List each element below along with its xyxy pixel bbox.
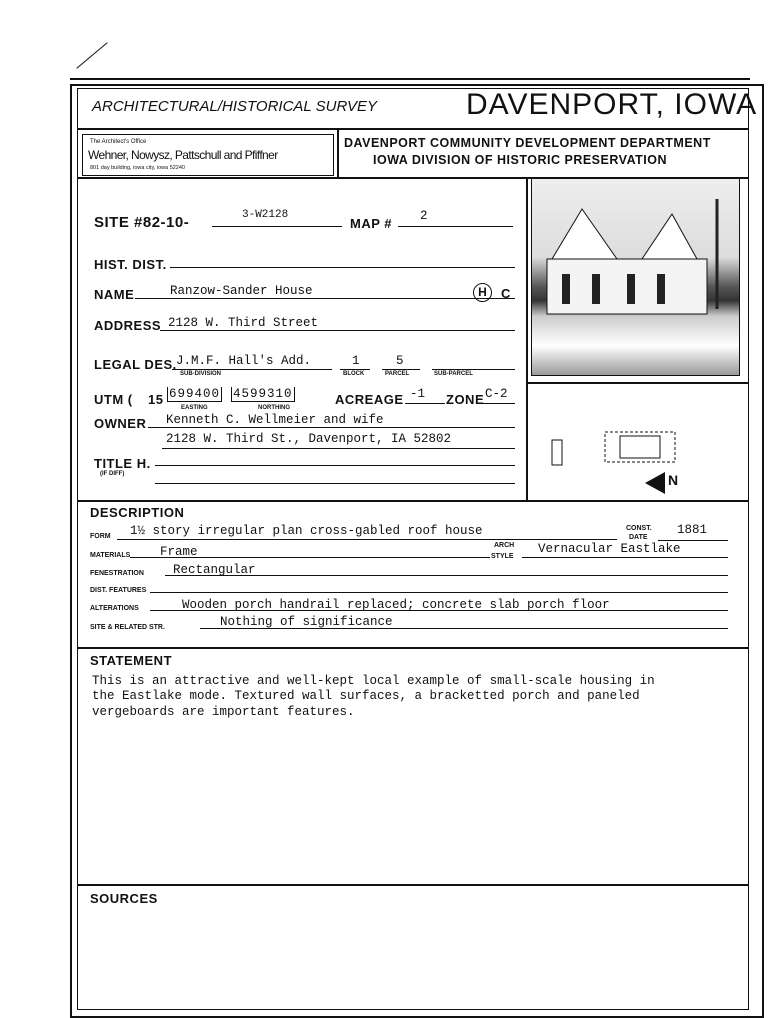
materials-label: MATERIALS <box>90 552 131 559</box>
sources-heading: SOURCES <box>90 891 158 906</box>
parcel-value: 5 <box>396 354 404 368</box>
alterations-label: ALTERATIONS <box>90 605 139 612</box>
divider <box>526 177 528 500</box>
northing-caption: NORTHING <box>258 405 290 411</box>
underline <box>135 298 515 299</box>
site-value: 3-W2128 <box>242 209 289 221</box>
firm-name: Wehner, Nowysz, Pattschull and Pfiffner <box>88 148 278 162</box>
office-label: The Architect's Office <box>90 139 147 145</box>
statement-line: vergeboards are important features. <box>92 705 355 719</box>
style-label: STYLE <box>491 553 514 560</box>
divider <box>337 128 339 178</box>
underline <box>160 330 515 331</box>
arch-label: ARCH <box>494 542 515 549</box>
underline <box>172 369 332 370</box>
underline <box>117 539 617 540</box>
statement-heading: STATEMENT <box>90 653 173 668</box>
site-related-value: Nothing of significance <box>220 615 393 629</box>
department-line2: IOWA DIVISION OF HISTORIC PRESERVATION <box>373 153 668 167</box>
underline <box>405 403 445 404</box>
fenestration-label: FENESTRATION <box>90 570 144 577</box>
hist-dist-field <box>170 267 515 268</box>
utm-zone: 15 <box>148 392 164 407</box>
title-caption: (IF DIFF) <box>100 471 125 477</box>
legal-des-value: J.M.F. Hall's Add. <box>176 354 312 368</box>
zone-value: C-2 <box>485 387 508 401</box>
easting-caption: EASTING <box>181 405 208 411</box>
dist-features-label: DIST. FEATURES <box>90 587 147 594</box>
underline <box>658 540 728 541</box>
divider <box>77 884 749 886</box>
underline <box>148 427 515 428</box>
divider <box>77 647 749 649</box>
map-label: MAP # <box>350 216 392 231</box>
site-map <box>540 400 740 495</box>
divider <box>77 500 749 502</box>
underline <box>340 369 370 370</box>
map-value: 2 <box>420 209 428 223</box>
date-value: 1881 <box>677 523 708 537</box>
site-label: SITE #82-10- <box>94 214 190 231</box>
underline <box>162 448 515 449</box>
description-heading: DESCRIPTION <box>90 505 185 520</box>
date-label: DATE <box>629 534 648 541</box>
dist-features-field <box>150 592 728 593</box>
easting-value: 699400 <box>169 387 221 401</box>
north-label: N <box>668 472 679 488</box>
site-related-label: SITE & RELATED STR. <box>90 624 165 631</box>
underline <box>382 369 420 370</box>
top-rule <box>70 78 750 80</box>
materials-value: Frame <box>160 545 198 559</box>
block-value: 1 <box>352 354 360 368</box>
house-photo <box>531 178 740 376</box>
parcel-caption: PARCEL <box>385 371 410 377</box>
underline <box>212 226 342 227</box>
statement-line: the Eastlake mode. Textured wall surfaces, a bracketted porch and paneled <box>92 689 640 703</box>
underline <box>482 403 515 404</box>
sub-division-caption: SUB-DIVISION <box>180 371 222 377</box>
block-caption: BLOCK <box>343 371 365 377</box>
const-label: CONST. <box>626 525 652 532</box>
address-label: ADDRESS <box>94 318 162 333</box>
sub-parcel-caption: SUB-PARCEL <box>434 371 473 377</box>
underline <box>522 557 728 558</box>
name-mark-h: H <box>473 283 492 302</box>
owner-line2: 2128 W. Third St., Davenport, IA 52802 <box>166 432 452 446</box>
form-label: FORM <box>90 533 111 540</box>
owner-label: OWNER <box>94 416 147 431</box>
title-field <box>155 465 515 466</box>
fenestration-value: Rectangular <box>173 563 256 577</box>
title-field <box>155 483 515 484</box>
name-mark-c: C <box>501 286 511 301</box>
style-value: Vernacular Eastlake <box>538 542 681 556</box>
zone-label: ZONE <box>446 392 485 407</box>
office-address: 801 day building, iowa city, iowa 52240 <box>90 165 185 171</box>
divider <box>526 382 749 384</box>
northing-value: 4599310 <box>233 387 293 401</box>
acreage-label: ACREAGE <box>335 392 404 407</box>
address-value: 2128 W. Third Street <box>168 316 319 330</box>
utm-label: UTM ( <box>94 392 133 407</box>
alterations-value: Wooden porch handrail replaced; concrete slab porch floor <box>182 598 610 612</box>
department-line1: DAVENPORT COMMUNITY DEVELOPMENT DEPARTMENT <box>344 136 711 150</box>
scan-mark <box>76 42 107 68</box>
sub-parcel-field <box>432 369 515 370</box>
owner-line1: Kenneth C. Wellmeier and wife <box>166 413 384 427</box>
name-value: Ranzow-Sander House <box>170 284 313 298</box>
legal-des-label: LEGAL DES. <box>94 357 177 372</box>
form-value: 1½ story irregular plan cross-gabled roof house <box>130 524 483 538</box>
divider <box>77 128 749 130</box>
name-label: NAME <box>94 287 135 302</box>
hist-dist-label: HIST. DIST. <box>94 257 167 272</box>
city-title: DAVENPORT, IOWA <box>466 88 758 121</box>
statement-line: This is an attractive and well-kept local example of small-scale housing in <box>92 674 655 688</box>
title-label: TITLE H. <box>94 456 151 471</box>
underline <box>398 226 513 227</box>
acreage-value: -1 <box>410 387 426 401</box>
survey-title: ARCHITECTURAL/HISTORICAL SURVEY <box>92 98 378 115</box>
